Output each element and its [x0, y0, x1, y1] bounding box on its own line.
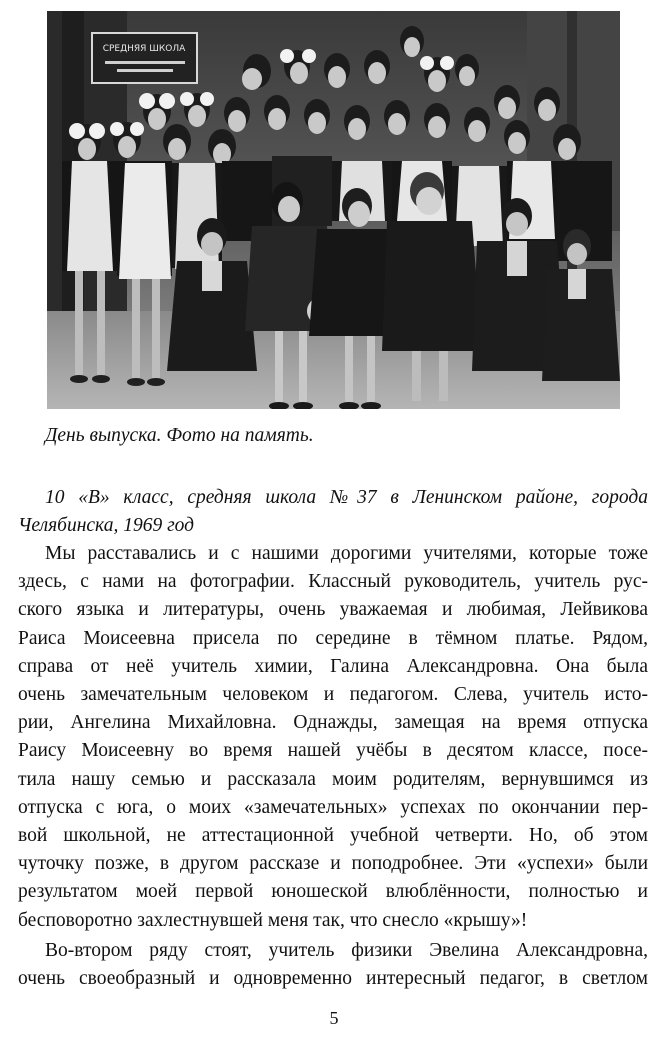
text-line: Раису Моисеевну во время нашей учёбы в десятом классе, посе-	[18, 740, 648, 762]
subcaption-line: Челябинска, 1969 год	[18, 515, 195, 536]
subcaption-line: 10 «В» класс, средняя школа №37 в Ленинском районе, города	[45, 487, 648, 508]
body-text	[18, 540, 648, 993]
text-line: результатом моей первой юношеской влюблённости, полностью и	[18, 881, 648, 903]
school-sign	[92, 33, 197, 83]
page-number: 5	[329, 1008, 339, 1028]
text-line: Во-втором ряду стоят, учитель физики Эвелина Александровна,	[45, 939, 648, 961]
paragraph-2	[18, 937, 648, 993]
text-line: очень замечательным человеком и педагогом. Слева, учитель исто-	[18, 684, 648, 706]
text-line: Раиса Моисеевна присела по середине в тёмном платье. Рядом,	[18, 627, 648, 649]
text-line: справа от неё учитель химии, Галина Александровна. Она была	[18, 655, 648, 677]
photo-caption: День выпуска. Фото на память.	[45, 425, 314, 446]
class-photo	[47, 11, 620, 409]
text-line: ского языка и литературы, очень уважаемая и любимая, Лейвикова	[18, 599, 648, 621]
text-line: Мы расставались и с нашими дорогими учителями, которые тоже	[45, 543, 648, 564]
text-line: рии, Ангелина Михайловна. Однажды, замещая на время отпуска	[18, 712, 648, 734]
photo-subcaption	[18, 484, 648, 540]
text-line: тила нашу семью и рассказала моим родителям, вернувшимся из	[18, 768, 648, 790]
text-line: бесповоротно захлестнувшей меня так, что снесло «крышу»!	[18, 909, 528, 931]
school-sign-text: СРЕДНЯЯ ШКОЛА	[102, 44, 186, 54]
text-line: чуточку позже, в другом рассказе и поподробнее. Эти «успехи» были	[18, 853, 648, 875]
text-line: очень своеобразный и одновременно интересный педагог, в светлом	[18, 968, 648, 990]
text-line: здесь, с нами на фотографии. Классный руководитель, учитель рус-	[18, 571, 648, 593]
class-photo-illustration	[47, 11, 620, 409]
paragraph-1	[18, 540, 648, 935]
text-line: вой школьной, не аттестационной учебной четверти. Но, об этом	[18, 825, 648, 847]
text-line: отпуска с юга, о моих «замечательных» успехах по окончании пер-	[18, 796, 648, 818]
